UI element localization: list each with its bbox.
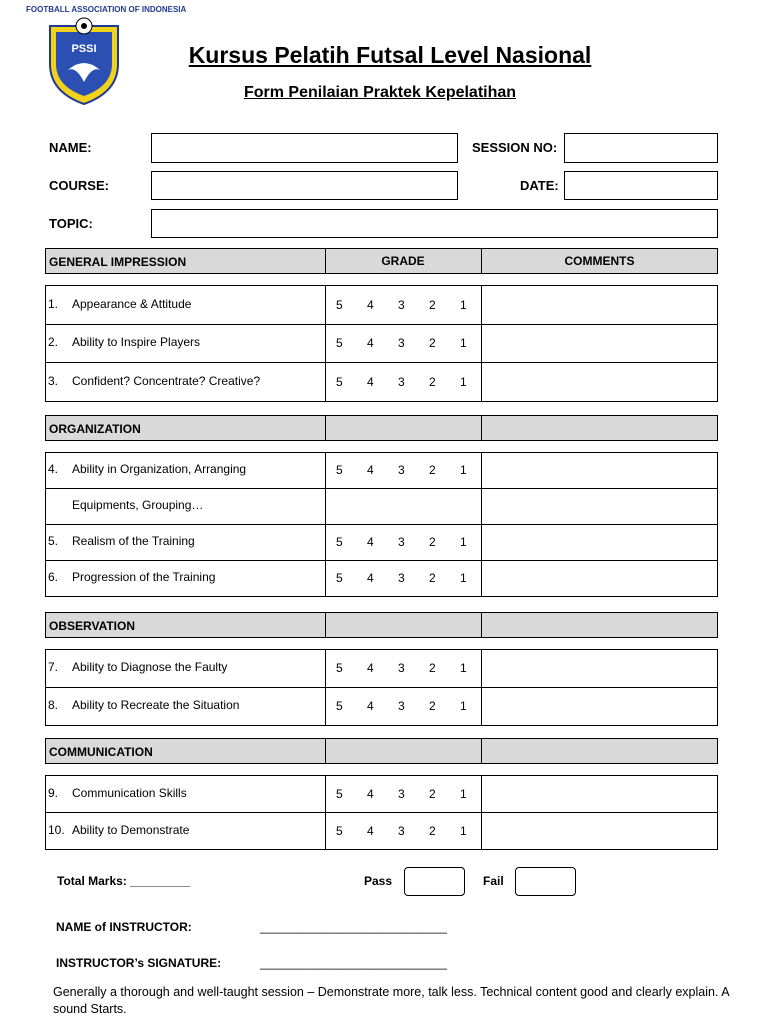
section-title: GENERAL IMPRESSION — [49, 255, 187, 269]
grade-option-1[interactable]: 1 — [460, 336, 467, 350]
session-field[interactable] — [564, 133, 718, 163]
comments-header-cell — [481, 415, 718, 441]
grade-option-1[interactable]: 1 — [460, 699, 467, 713]
criterion-number: 4. — [48, 462, 59, 476]
grade-option-2[interactable]: 2 — [429, 463, 436, 477]
grade-option-4[interactable]: 4 — [367, 375, 374, 389]
grade-header-cell — [325, 612, 482, 638]
criterion-number: 9. — [48, 786, 59, 800]
criterion-label: Communication Skills — [72, 786, 187, 800]
total-marks: Total Marks: _________ — [57, 874, 191, 888]
grade-option-3[interactable]: 3 — [398, 336, 405, 350]
criterion-number: 2. — [48, 335, 59, 349]
grade-option-5[interactable]: 5 — [336, 336, 343, 350]
grade-option-1[interactable]: 1 — [460, 535, 467, 549]
grade-option-1[interactable]: 1 — [460, 787, 467, 801]
grade-option-2[interactable]: 2 — [429, 298, 436, 312]
comment-field[interactable] — [481, 362, 718, 402]
grade-option-4[interactable]: 4 — [367, 661, 374, 675]
assessment-note: Generally a thorough and well-taught session – Demonstrate more, talk less. Technical content good and clearly explain. A sound Starts. — [53, 985, 729, 1016]
grade-option-5[interactable]: 5 — [336, 824, 343, 838]
grade-option-5[interactable]: 5 — [336, 463, 343, 477]
fail-label: Fail — [483, 874, 504, 888]
course-field[interactable] — [151, 171, 458, 200]
pssi-logo — [26, 5, 187, 124]
grade-option-5[interactable]: 5 — [336, 375, 343, 389]
comment-field[interactable] — [481, 324, 718, 363]
criterion-label: Confident? Concentrate? Creative? — [72, 374, 261, 388]
comment-field[interactable] — [481, 560, 718, 597]
grade-option-1[interactable]: 1 — [460, 463, 467, 477]
grade-option-3[interactable]: 3 — [398, 571, 405, 585]
grade-header: GRADE — [381, 254, 425, 268]
grade-option-2[interactable]: 2 — [429, 661, 436, 675]
grade-option-5[interactable]: 5 — [336, 661, 343, 675]
svg-text:FOOTBALL ASSOCIATION OF INDONE: FOOTBALL ASSOCIATION OF INDONESIA — [26, 5, 187, 14]
comment-field[interactable] — [481, 488, 718, 525]
criterion-label: Realism of the Training — [72, 534, 195, 548]
grade-option-3[interactable]: 3 — [398, 699, 405, 713]
grade-option-2[interactable]: 2 — [429, 787, 436, 801]
section-title: COMMUNICATION — [49, 745, 153, 759]
grade-option-5[interactable]: 5 — [336, 571, 343, 585]
criterion-label: Ability to Inspire Players — [72, 335, 201, 349]
comments-header-cell — [481, 612, 718, 638]
grade-option-4[interactable]: 4 — [367, 535, 374, 549]
form-title: Kursus Pelatih Futsal Level Nasional — [188, 42, 592, 68]
date-field[interactable] — [564, 171, 718, 200]
grade-option-3[interactable]: 3 — [398, 298, 405, 312]
criterion-label: Ability to Recreate the Situation — [72, 698, 240, 712]
grade-option-2[interactable]: 2 — [429, 336, 436, 350]
grade-option-1[interactable]: 1 — [460, 824, 467, 838]
pass-label: Pass — [364, 874, 393, 888]
comment-field[interactable] — [481, 452, 718, 489]
criterion-number: 5. — [48, 534, 59, 548]
form-subtitle: Form Penilaian Praktek Kepelatihan — [243, 84, 517, 101]
grade-option-3[interactable]: 3 — [398, 375, 405, 389]
comment-field[interactable] — [481, 812, 718, 850]
instructor-signature-label: INSTRUCTOR’s SIGNATURE: — [56, 956, 222, 970]
instructor-signature-line[interactable]: ____________________________ — [260, 956, 447, 970]
grade-option-1[interactable]: 1 — [460, 375, 467, 389]
date-label: DATE: — [520, 178, 559, 193]
criterion-number: 3. — [48, 374, 59, 388]
criterion-label: Equipments, Grouping… — [72, 498, 204, 512]
instructor-name-line[interactable]: ____________________________ — [260, 920, 447, 934]
grade-option-1[interactable]: 1 — [460, 661, 467, 675]
instructor-name-label: NAME of INSTRUCTOR: — [56, 920, 192, 934]
criterion-label: Ability in Organization, Arranging — [72, 462, 247, 476]
criterion-label: Ability to Demonstrate — [72, 823, 190, 837]
grade-option-5[interactable]: 5 — [336, 787, 343, 801]
grade-option-4[interactable]: 4 — [367, 463, 374, 477]
grade-option-2[interactable]: 2 — [429, 375, 436, 389]
grade-option-2[interactable]: 2 — [429, 824, 436, 838]
criterion-number: 8. — [48, 698, 59, 712]
criterion-number: 10. — [48, 823, 65, 837]
grade-cell — [325, 488, 482, 525]
grade-option-5[interactable]: 5 — [336, 535, 343, 549]
grade-option-1[interactable]: 1 — [460, 298, 467, 312]
grade-option-3[interactable]: 3 — [398, 824, 405, 838]
grade-header-cell — [325, 738, 482, 764]
grade-option-4[interactable]: 4 — [367, 298, 374, 312]
grade-option-2[interactable]: 2 — [429, 699, 436, 713]
topic-field[interactable] — [151, 209, 718, 238]
logo-text: PSSI — [71, 43, 97, 55]
comments-header: COMMENTS — [564, 254, 635, 268]
name-field[interactable] — [151, 133, 458, 163]
comment-field[interactable] — [481, 687, 718, 726]
criterion-number: 1. — [48, 297, 59, 311]
comment-field[interactable] — [481, 649, 718, 688]
name-label: NAME: — [49, 140, 92, 155]
grade-option-2[interactable]: 2 — [429, 571, 436, 585]
comment-field[interactable] — [481, 775, 718, 813]
grade-option-5[interactable]: 5 — [336, 699, 343, 713]
comment-field[interactable] — [481, 285, 718, 325]
comment-field[interactable] — [481, 524, 718, 561]
criterion-number: 7. — [48, 660, 59, 674]
grade-option-5[interactable]: 5 — [336, 298, 343, 312]
comments-header-cell — [481, 738, 718, 764]
session-label: SESSION NO: — [472, 140, 558, 155]
grade-option-3[interactable]: 3 — [398, 535, 405, 549]
grade-option-3[interactable]: 3 — [398, 463, 405, 477]
grade-option-4[interactable]: 4 — [367, 571, 374, 585]
topic-label: TOPIC: — [49, 216, 93, 231]
section-title: OBSERVATION — [49, 619, 136, 633]
grade-option-3[interactable]: 3 — [398, 661, 405, 675]
fail-checkbox[interactable] — [515, 867, 576, 896]
section-title: ORGANIZATION — [49, 422, 141, 436]
criterion-number: 6. — [48, 570, 59, 584]
grade-option-2[interactable]: 2 — [429, 535, 436, 549]
criterion-label: Appearance & Attitude — [72, 297, 192, 311]
grade-header-cell — [325, 415, 482, 441]
grade-option-4[interactable]: 4 — [367, 699, 374, 713]
grade-option-4[interactable]: 4 — [367, 787, 374, 801]
pass-checkbox[interactable] — [404, 867, 465, 896]
grade-option-4[interactable]: 4 — [367, 824, 374, 838]
grade-option-3[interactable]: 3 — [398, 787, 405, 801]
course-label: COURSE: — [49, 178, 109, 193]
criterion-label: Ability to Diagnose the Faulty — [72, 660, 228, 674]
grade-option-1[interactable]: 1 — [460, 571, 467, 585]
grade-option-4[interactable]: 4 — [367, 336, 374, 350]
criterion-label: Progression of the Training — [72, 570, 216, 584]
